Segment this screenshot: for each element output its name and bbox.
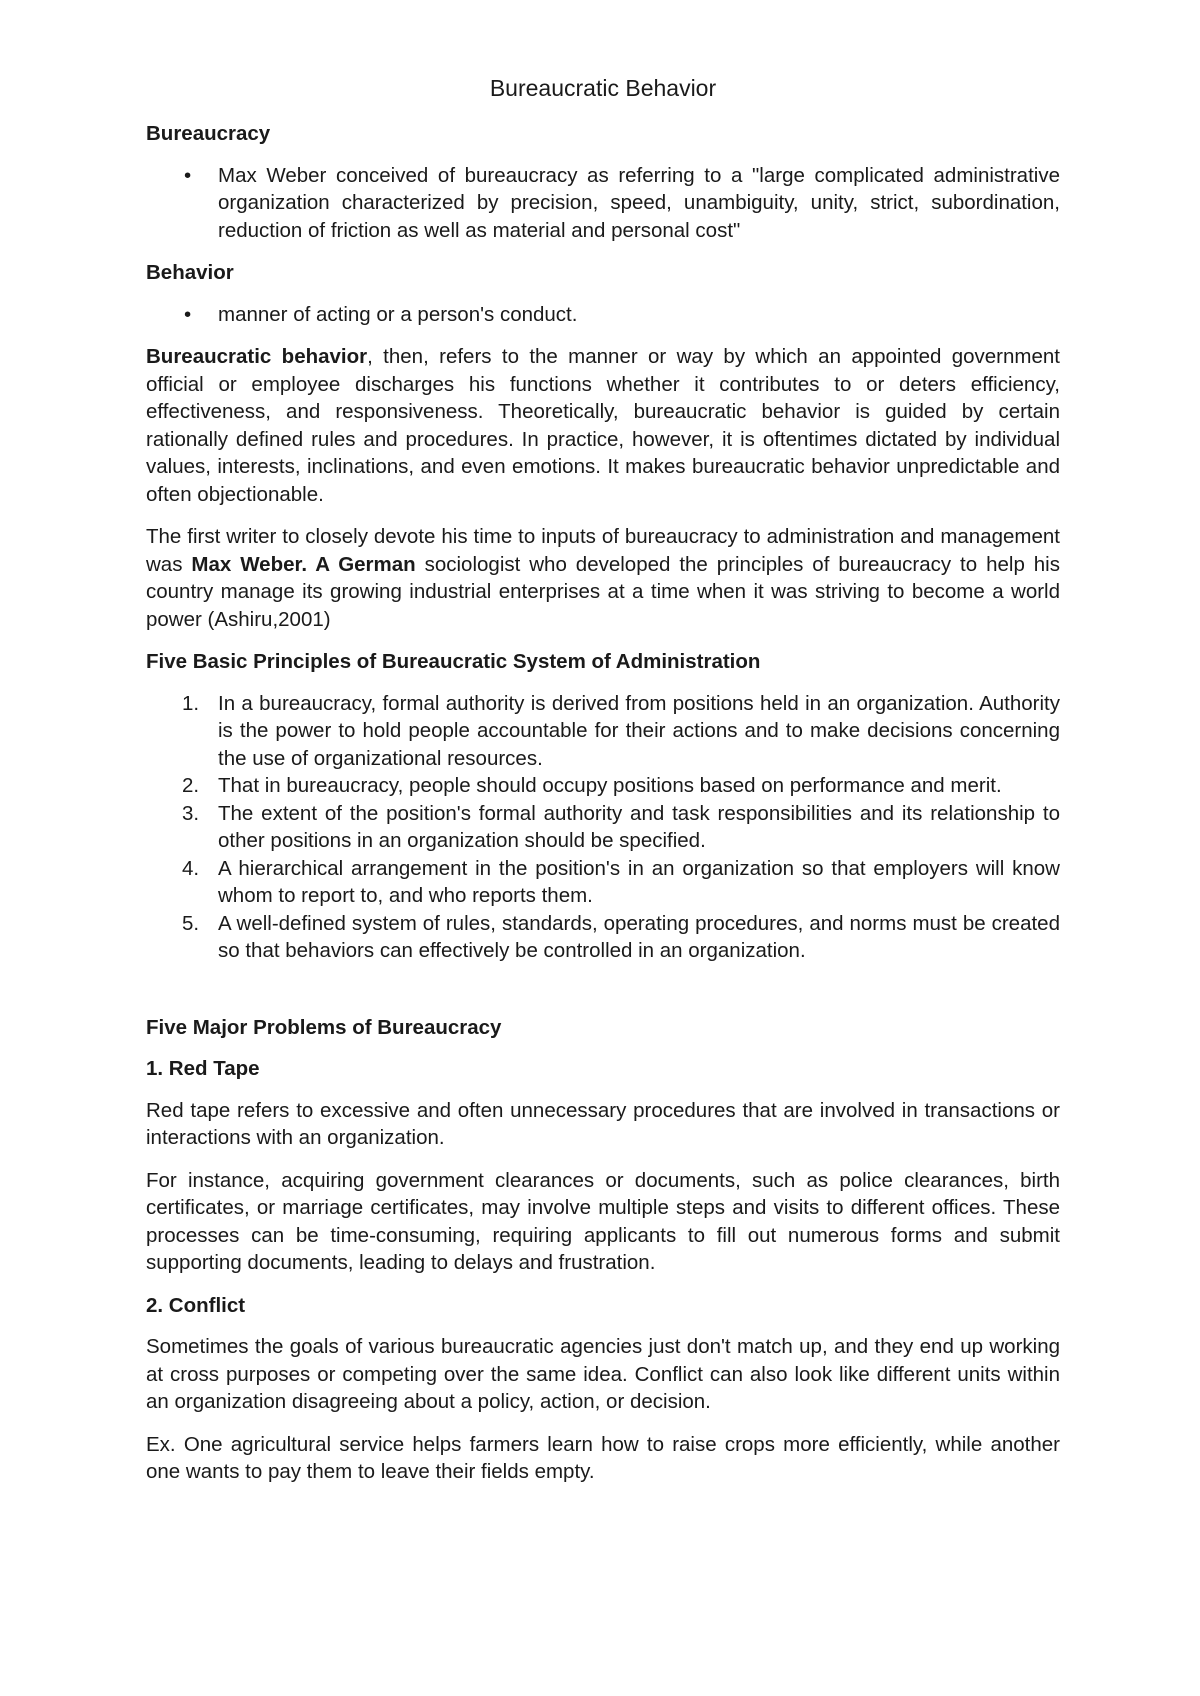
item-number: 4.: [182, 856, 200, 880]
item-number: 2.: [182, 774, 200, 797]
list-item: [146, 690, 1060, 773]
weber-bold: Max Weber. A German: [191, 552, 416, 576]
definition-text: , then, refers to the manner or way by which an appointed government official or employee discharges his functions whether it contributes to or deters efficiency, effectiveness, and responsiveness. Theoretically, bureaucratic behavior is guided by certain rationally defined rules and procedures. In practice, however, it is oftentimes dictated by individual values, interests, inclinations, and even emotions. It makes bureaucratic behavior unpredictable and often objectionable.: [146, 345, 1060, 506]
list-item: [146, 910, 1060, 965]
weber-paragraph: [146, 523, 1060, 633]
conflict-paragraph-1: Sometimes the goals of various bureaucratic agencies just don't match up, and they end up working at cross purposes or competing over the same idea. Conflict can also look like different units within an organization disagreeing about a policy, action, or decision.: [146, 1335, 1060, 1413]
bullet-icon: •: [184, 302, 192, 326]
red-tape-paragraph-2: For instance, acquiring government clearances or documents, such as police clearances, birth certificates, or marriage certificates, may involve multiple steps and visits to different offices. These processes can be time-consuming, requiring applicants to fill out numerous forms and submit supporting documents, leading to delays and frustration.: [146, 1168, 1060, 1274]
item-number: 5.: [182, 911, 200, 935]
definition-paragraph: [146, 343, 1060, 508]
weber-text-part1: The first writer to closely devote his time to inputs of bureaucracy to administration and management was: [146, 525, 1060, 576]
bullet-icon: •: [184, 163, 192, 187]
bullet-item: [146, 301, 1060, 329]
item-number: 1.: [182, 691, 200, 715]
bureaucracy-bullet-list: [146, 162, 1060, 245]
spacer: [146, 980, 1060, 1014]
heading-red-tape: 1. Red Tape: [146, 1057, 260, 1080]
definition-term: Bureaucratic behavior: [146, 345, 368, 368]
item-text: A well-defined system of rules, standards, operating procedures, and norms must be created so that behaviors can effectively be controlled in an organization.: [218, 911, 1060, 962]
heading-principles: Five Basic Principles of Bureaucratic System of Administration: [146, 650, 761, 673]
bullet-text: manner of acting or a person's conduct.: [218, 302, 578, 326]
weber-text-part2: sociologist who developed the principles of bureaucracy to help his country manage its growing industrial enterprises at a time when it was striving to become a world power (Ashiru,2001): [146, 552, 1060, 631]
heading-problems: Five Major Problems of Bureaucracy: [146, 1015, 502, 1039]
item-text: The extent of the position's formal authority and task responsibilities and its relationship to other positions in an organization should be specified.: [218, 801, 1060, 852]
conflict-paragraph-2: Ex. One agricultural service helps farmers learn how to raise crops more efficiently, while another one wants to pay them to leave their fields empty.: [146, 1432, 1060, 1483]
item-text: A hierarchical arrangement in the position's in an organization so that employers will know whom to report to, and who reports them.: [218, 856, 1060, 907]
principles-list: [146, 690, 1060, 965]
item-text: That in bureaucracy, people should occupy positions based on performance and merit.: [218, 774, 1002, 797]
item-text: In a bureaucracy, formal authority is derived from positions held in an organization. Authority is the power to hold people accountable for their actions and to make decisions concerning the use of organizational resources.: [218, 691, 1060, 770]
red-tape-paragraph-1: Red tape refers to excessive and often unnecessary procedures that are involved in transactions or interactions with an organization.: [146, 1098, 1060, 1149]
heading-conflict: 2. Conflict: [146, 1293, 246, 1317]
list-item: [146, 772, 1060, 800]
heading-behavior: Behavior: [146, 261, 234, 284]
item-number: 3.: [182, 801, 200, 825]
list-item: [146, 855, 1060, 910]
behavior-bullet-list: [146, 301, 1060, 329]
bullet-text: Max Weber conceived of bureaucracy as referring to a "large complicated administrative organization characterized by precision, speed, unambiguity, unity, strict, subordination, reduction of friction as well as material and personal cost": [218, 163, 1060, 242]
document-content: [146, 74, 1060, 1501]
bullet-item: [146, 162, 1060, 245]
heading-bureaucracy: Bureaucracy: [146, 122, 271, 145]
list-item: [146, 800, 1060, 855]
document-title: Bureaucratic Behavior: [489, 75, 717, 101]
